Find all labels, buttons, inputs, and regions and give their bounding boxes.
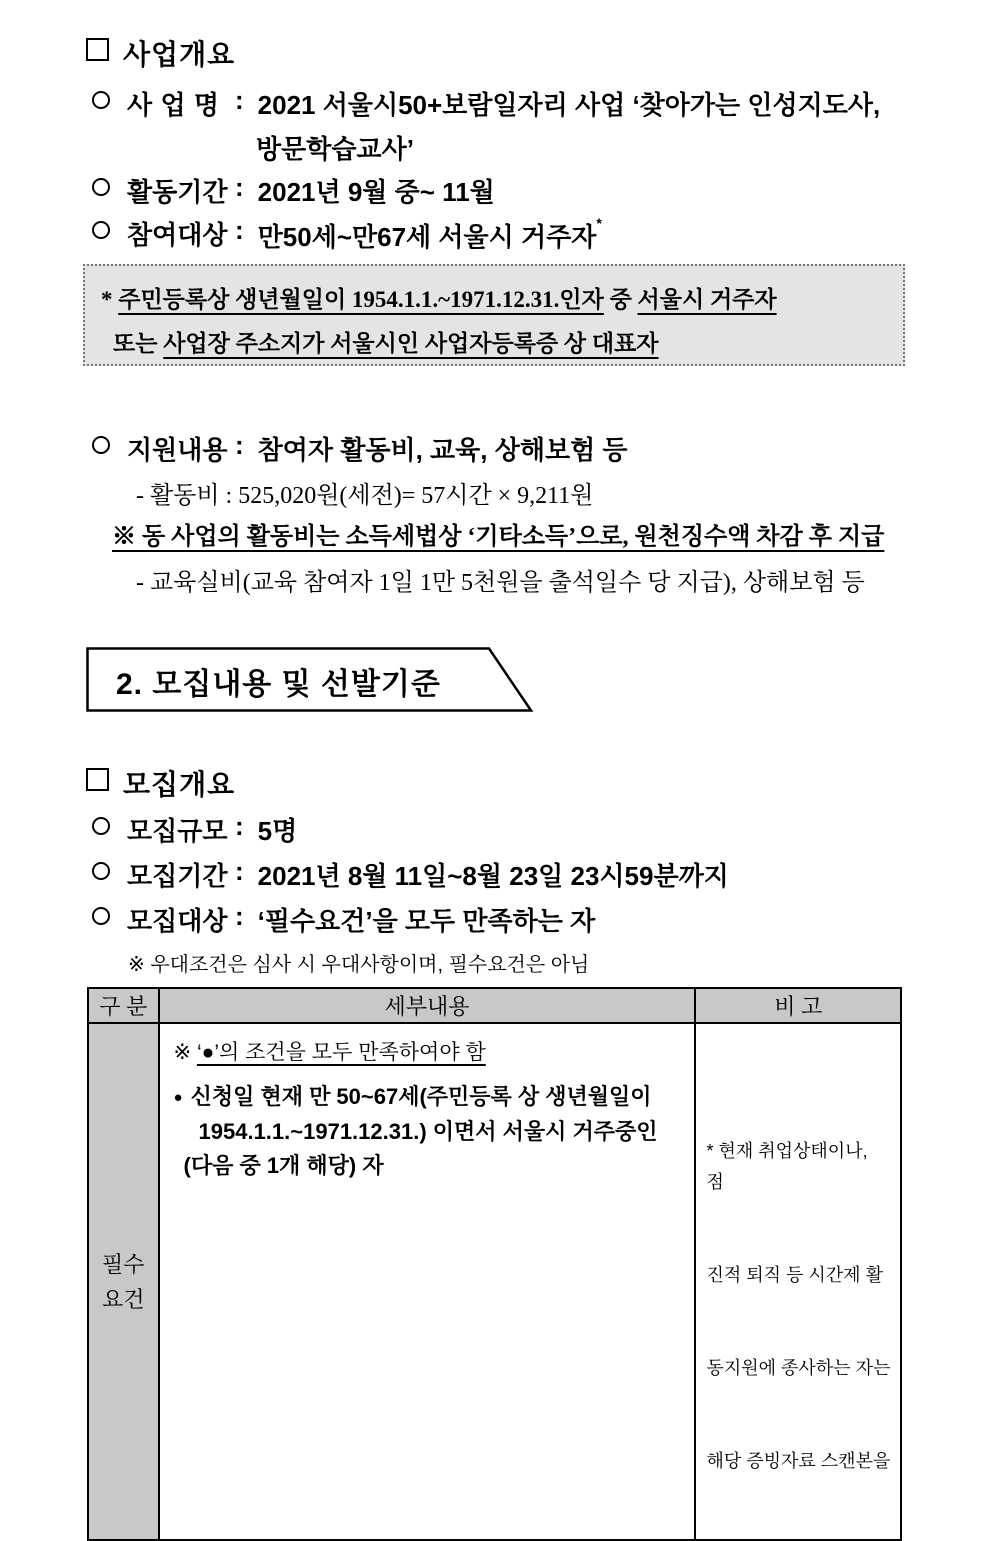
section-title: 사업개요 [123,39,236,70]
item-value: 5명 [257,816,298,846]
circle-bullet-icon [92,178,110,196]
white-square-bullet-icon [86,768,109,791]
footnote-mid: 중 [603,287,638,312]
detail-bullet-paragraph [174,1080,689,1183]
item-colon: : [235,215,244,245]
circle-bullet-icon [92,91,110,109]
circle-bullet-icon [92,907,110,925]
detail-line: 1954.1.1.~1971.12.31.) 이면서 서울시 거주중인 [198,1119,658,1144]
footnote-underlined-3: 사업장 주소지가 서울시인 사업자등록증 상 대표자 [163,331,659,356]
remark-line: 해당 증빙자료 스캔본을 [706,1451,891,1471]
footnote-underlined-2: 서울시 거주자 [637,287,777,312]
section-title: 모집개요 [123,769,236,800]
item-business-name [92,85,880,122]
item-value: 참여자 활동비, 교육, 상해보험 등 [257,435,628,465]
item-label: 모집기간 [127,861,228,891]
item-business-name-line2: 방문학습교사’ [256,134,414,164]
header-category: 구 분 [88,988,159,1023]
detail-line [174,1080,689,1115]
recruit-target-note: ※ 우대조건은 심사 시 우대사항이며, 필수요건은 아님 [128,954,590,976]
footnote-asterisk: * [596,215,602,231]
table-row [88,1023,901,1540]
header-detail: 세부내용 [159,988,696,1023]
footnote-line2 [101,322,887,366]
item-label: 사 업 명 [127,90,219,120]
circle-bullet-icon [92,221,110,239]
item-recruit-size [92,811,297,848]
category-line: 필수 [102,1251,145,1277]
item-participant-target [92,215,602,254]
item-value: ‘필수요건’을 모두 만족하는 자 [257,906,596,936]
remark-line: * 현재 취업상태이나, 점 [706,1141,883,1192]
support-detail-activity-fee: - 활동비 : 525,020원(세전)= 57시간 × 9,211원 [136,483,594,509]
item-colon: : [235,811,244,841]
detail-line: (다음 중 1개 해당) 자 [183,1153,384,1178]
item-recruit-target [92,901,595,938]
section-heading-business-overview [86,33,235,73]
footnote-underlined-1: 주민등록상 생년월일이 1954.1.1.~1971.12.31.인자 [118,287,604,312]
section2-banner-title: 2. 모집내용 및 선발기준 [116,668,441,701]
item-label: 지원내용 [127,435,228,465]
cell-category [88,1023,159,1540]
black-circle-bullet-icon: ● [173,1089,183,1106]
item-activity-period [92,172,495,209]
reference-mark: ※ [173,1041,192,1064]
category-line: 요건 [102,1286,145,1312]
item-colon: : [235,172,244,202]
remark-line: 진적 퇴직 등 시간제 활 [706,1265,883,1285]
section-heading-recruitment-overview [86,763,235,803]
eligibility-footnote-box [83,264,905,366]
table-header-row [88,988,901,1023]
item-colon: : [235,856,244,886]
item-value: 2021년 8월 11일~8월 23일 23시59분까지 [257,861,729,891]
section2-banner [86,647,536,713]
support-detail-education-fee: - 교육실비(교육 참여자 1일 1만 5천원을 출석일수 당 지급), 상해보험 등 [136,570,865,596]
detail-note-underlined: ‘●’의 조건을 모두 만족하여야 함 [196,1041,486,1064]
item-value: 2021 서울시50+보람일자리 사업 ‘찾아가는 인성지도사, [257,90,881,120]
item-label: 참여대상 [127,220,228,250]
item-label: 활동기간 [127,177,228,207]
cell-detail [159,1023,696,1540]
footnote-prefix: 또는 [113,331,164,356]
item-label: 모집대상 [127,906,228,936]
cell-remark [695,1023,901,1540]
circle-bullet-icon [92,436,110,454]
item-colon: : [235,901,244,931]
item-recruit-period [92,856,729,893]
header-remark: 비 고 [695,988,901,1023]
footnote-line1 [101,278,887,322]
item-value: 2021년 9월 중~ 11월 [257,177,495,207]
requirements-table [87,987,902,1541]
detail-line-text: 신청일 현재 만 50~67세(주민등록 상 생년월일이 [190,1084,652,1109]
white-square-bullet-icon [86,38,109,61]
support-tax-note: ※ 동 사업의 활동비는 소득세법상 ‘기타소득’으로, 원천징수액 차감 후 지급 [112,524,885,550]
item-colon: : [235,85,244,115]
item-label: 모집규모 [127,816,228,846]
item-value [258,215,602,254]
remark-line: 동지원에 종사하는 자는 [706,1358,891,1378]
item-colon: : [235,430,244,460]
footnote-marker: * [101,287,113,312]
item-support-content [92,430,628,467]
item-value-text: 만50세~만67세 서울시 거주자 [257,222,597,252]
circle-bullet-icon [92,862,110,880]
detail-note [174,1036,689,1066]
circle-bullet-icon [92,817,110,835]
